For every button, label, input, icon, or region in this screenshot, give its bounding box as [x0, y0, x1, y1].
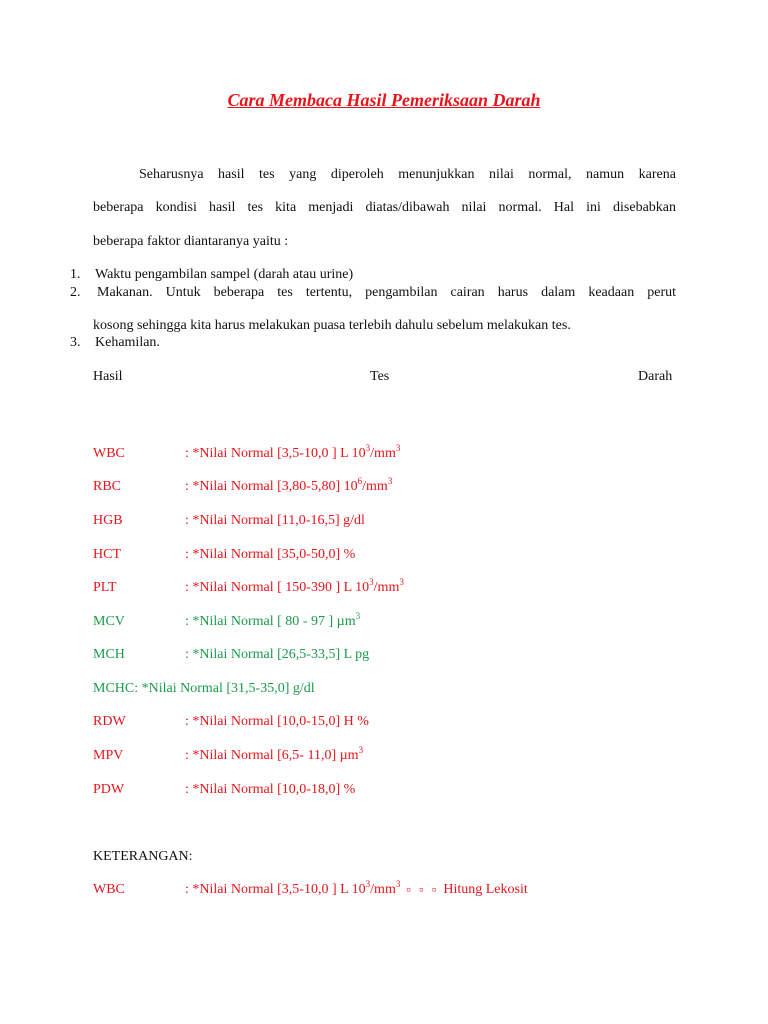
test-name: HCT: [93, 547, 121, 562]
test-normal-range: : *Nilai Normal [26,5-33,5] L pg: [185, 647, 370, 662]
test-row-hct: [93, 547, 693, 563]
list-item-2-line-1: Makanan. Untuk beberapa tes tertentu, pengambilan cairan harus dalam keadaan perut: [97, 285, 676, 300]
test-normal-range: : *Nilai Normal [10,0-18,0] %: [185, 782, 356, 797]
paragraph-line-3: beberapa faktor diantaranya yaitu :: [93, 234, 289, 249]
keterangan-test-name: WBC: [93, 882, 125, 897]
test-normal-range: : *Nilai Normal [10,0-15,0] H %: [185, 714, 369, 729]
list-number-3: 3.: [70, 335, 81, 350]
test-row-mpv: [93, 745, 693, 764]
keterangan-row: [93, 879, 693, 898]
keterangan-label: KETERANGAN:: [93, 849, 193, 864]
test-name: RDW: [93, 714, 126, 729]
test-normal-range: : *Nilai Normal [6,5- 11,0] µm$^3$: [185, 745, 364, 763]
test-row-plt: [93, 577, 693, 596]
paragraph-line-2: beberapa kondisi hasil tes kita menjadi diatas/dibawah nilai normal. Hal ini disebabkan: [93, 200, 676, 215]
test-name: WBC: [93, 446, 125, 461]
test-name: MCH: [93, 647, 125, 662]
test-normal-range: : *Nilai Normal [ 80 - 97 ] µm$^3$: [185, 611, 361, 629]
heading-word-hasil: Hasil: [93, 369, 123, 384]
test-name: PDW: [93, 782, 125, 797]
test-row-pdw: [93, 782, 693, 798]
test-normal-range: : *Nilai Normal [ 150-390 ] L $10^3/mm^3$: [185, 577, 404, 595]
test-normal-range: : *Nilai Normal [11,0-16,5] g/dl: [185, 513, 365, 528]
list-number-2: 2.: [70, 285, 81, 300]
test-normal-range: : *Nilai Normal [3,5-10,0 ] L $10^3/mm^3$: [185, 443, 401, 461]
test-name: RBC: [93, 479, 122, 494]
list-item-2-line-2: kosong sehingga kita harus melakukan puasa terlebih dahulu sebelum melakukan tes.: [93, 318, 571, 333]
list-number-1: 1.: [70, 267, 81, 282]
test-row-mchc: MCHC: *Nilai Normal [31,5-35,0] g/dl: [93, 681, 315, 696]
keterangan-value: : *Nilai Normal [3,5-10,0 ] L $10^3/mm^3¤$ ¤ ¤ Hitung Lekosit: [185, 879, 528, 897]
test-name: MCV: [93, 614, 125, 629]
heading-word-darah: Darah: [638, 369, 673, 384]
test-name: HGB: [93, 513, 123, 528]
test-normal-range: : *Nilai Normal [3,80-5,80] $10^6/mm^3$: [185, 476, 393, 494]
test-normal-range: : *Nilai Normal [35,0-50,0] %: [185, 547, 356, 562]
test-row-mcv: [93, 611, 693, 630]
test-row-rdw: [93, 714, 693, 730]
test-row-mch: [93, 647, 693, 663]
list-item-3: Kehamilan.: [95, 335, 160, 350]
test-row-hgb: [93, 513, 693, 529]
document-title: Cara Membaca Hasil Pemeriksaan Darah: [227, 90, 541, 110]
test-row-rbc: [93, 476, 693, 495]
test-name: PLT: [93, 580, 117, 595]
paragraph-line-1: Seharusnya hasil tes yang diperoleh menunjukkan nilai normal, namun karena: [139, 167, 676, 182]
list-item-1: Waktu pengambilan sampel (darah atau urine): [95, 267, 354, 282]
test-row-wbc: [93, 443, 693, 462]
heading-word-tes: Tes: [370, 369, 390, 384]
keterangan-tail: Hitung Lekosit: [443, 882, 528, 897]
test-name: MPV: [93, 748, 124, 763]
placeholder-symbols: ¤ ¤ ¤: [406, 885, 440, 895]
